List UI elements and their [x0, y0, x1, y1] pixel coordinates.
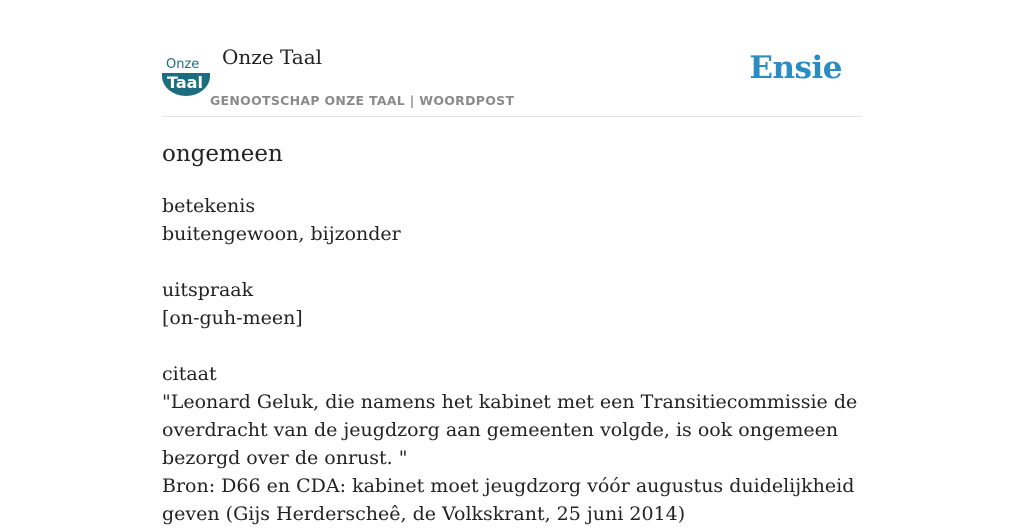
svg-text:Onze: Onze [166, 57, 200, 72]
entry-title: ongemeen [162, 141, 283, 167]
quote-source: Bron: D66 en CDA: kabinet moet jeugdzorg vóór augustus duidelijkheid geven (Gijs Herderscheê, de Volkskrant, 25 juni 2014) [162, 475, 855, 525]
pronunciation-text: [on-guh-meen] [162, 307, 303, 329]
site-name[interactable]: Onze Taal [222, 45, 323, 69]
ensie-logo[interactable]: Ensie [749, 50, 842, 86]
pronunciation-section [162, 276, 862, 332]
quote-label: citaat [162, 363, 217, 385]
quote-section [162, 360, 862, 528]
meaning-label: betekenis [162, 195, 256, 217]
svg-text:Taal: Taal [167, 73, 203, 92]
tagline: GENOOTSCHAP ONZE TAAL | WOORDPOST [210, 93, 515, 108]
onze-taal-logo-icon[interactable] [162, 54, 210, 96]
meaning-text: buitengewoon, bijzonder [162, 223, 401, 245]
quote-text: "Leonard Geluk, die namens het kabinet met een Transitiecommissie de overdracht van de jeugdzorg aan gemeenten volgde, is ook ongemeen bezorgd over de onrust. " [162, 391, 858, 469]
pronunciation-label: uitspraak [162, 279, 254, 301]
meaning-section [162, 192, 862, 248]
header [162, 40, 862, 117]
entry-content [162, 136, 862, 528]
